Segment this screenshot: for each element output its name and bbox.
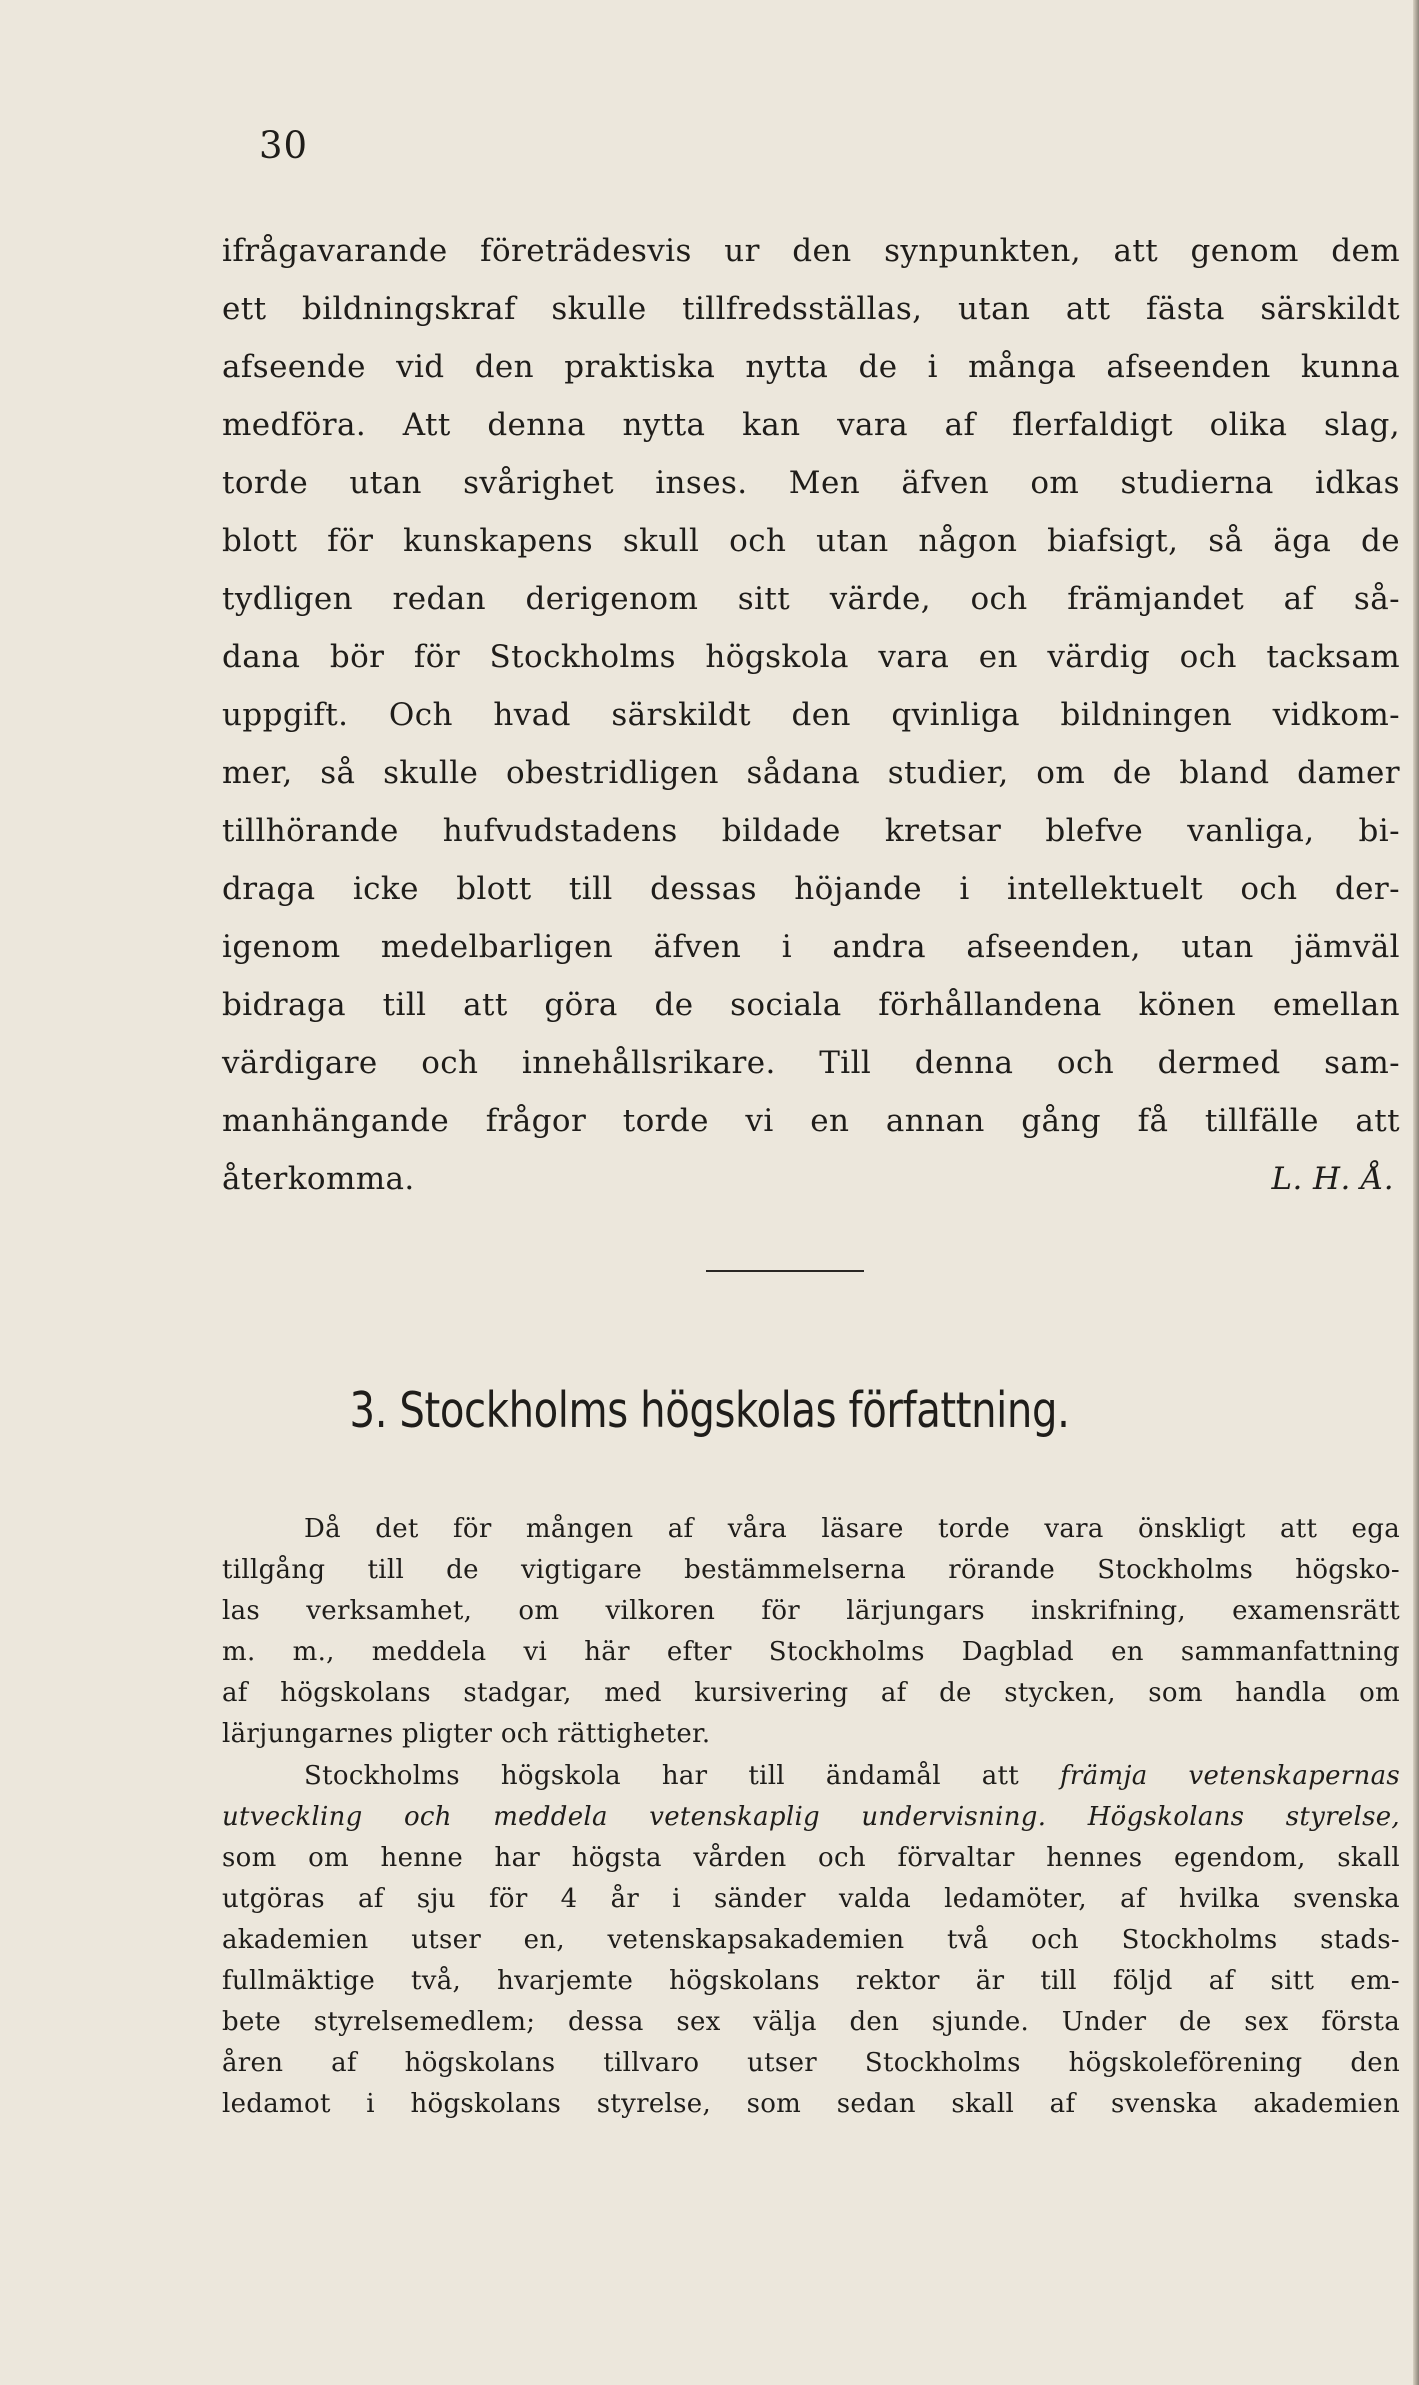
text-line [222,1797,1400,1838]
text-line: mer, så skulle obestridligen sådana studier, om de bland damer [222,755,1400,791]
text-line: bete styrelsemedlem; dessa sex välja den sjunde. Under de sex första [222,2007,1400,2038]
text-line [222,1756,1400,1797]
article-body [222,1509,1400,2125]
text-line: ett bildningskraf skulle tillfredsställas, utan att fästa särskildt [222,291,1400,327]
closing-word: återkomma. [222,1161,415,1197]
text-line-final [222,1150,1400,1208]
text-line: las verksamhet, om vilkoren för lärjungars inskrifning, examensrätt [222,1596,1400,1627]
text-line: utgöras af sju för 4 år i sänder valda ledamöter, af hvilka svenska [222,1883,1400,1914]
text-line: draga icke blott till dessas höjande i intellektuelt och der- [222,871,1400,907]
text-line: ifrågavarande företrädesvis ur den synpunkten, att genom dem [222,233,1400,269]
text-line: tillgång till de vigtigare bestämmelserna rörande Stockholms högsko- [222,1555,1400,1586]
text-line: akademien utser en, vetenskapsakademien två och Stockholms stads- [222,1924,1400,1955]
text-line: m. m., meddela vi här efter Stockholms Dagblad en sammanfattning [222,1637,1400,1668]
text-line: igenom medelbarligen äfven i andra afseenden, utan jämväl [222,929,1400,965]
page-number: 30 [259,124,309,167]
author-signature: L. H. Å. [1271,1161,1394,1197]
text-line: värdigare och innehållsrikare. Till denna och dermed sam- [222,1045,1400,1081]
italic-run: utveckling och meddela vetenskaplig undervisning. [222,1801,1047,1832]
text-line: blott för kunskapens skull och utan någon biafsigt, så äga de [222,523,1400,559]
text-line: dana bör för Stockholms högskola vara en värdig och tacksam [222,639,1400,675]
text-line: tillhörande hufvudstadens bildade kretsar blefve vanliga, bi- [222,813,1400,849]
text-run: Stockholms högskola har till ändamål att [304,1760,1060,1791]
text-line: af högskolans stadgar, med kursivering af de stycken, som handla om [222,1678,1400,1709]
italic-run: främja vetenskapernas [1060,1760,1401,1791]
text-line: afseende vid den praktiska nytta de i många afseenden kunna [222,349,1400,385]
article-continuation [222,222,1400,1208]
text-line: uppgift. Och hvad särskildt den qvinliga bildningen vidkom- [222,697,1400,733]
text-line: tydligen redan derigenom sitt värde, och främjandet af så- [222,581,1400,617]
text-line: medföra. Att denna nytta kan vara af flerfaldigt olika slag, [222,407,1400,443]
text-line: torde utan svårighet inses. Men äfven om studierna idkas [222,465,1400,501]
text-line: fullmäktige två, hvarjemte högskolans rektor är till följd af sitt em- [222,1966,1400,1997]
text-line: som om henne har högsta vården och förvaltar hennes egendom, skall [222,1842,1400,1873]
section-divider [706,1270,864,1272]
text-line: åren af högskolans tillvaro utser Stockholms högskoleförening den [222,2048,1400,2079]
text-line: ledamot i högskolans styrelse, som sedan skall af svenska akademien [222,2089,1400,2120]
text-line: lärjungarnes pligter och rättigheter. [222,1719,711,1750]
text-line: bidraga till att göra de sociala förhållandena könen emellan [222,987,1400,1023]
section-heading: 3. Stockholms högskolas författning. [349,1382,1070,1439]
text-line: manhängande frågor torde vi en annan gång få tillfälle att [222,1103,1400,1139]
text-line: Då det för mången af våra läsare torde vara önskligt att ega [304,1514,1400,1544]
italic-run: Högskolans styrelse, [1087,1801,1400,1832]
page-edge-shadow [1413,0,1419,2385]
